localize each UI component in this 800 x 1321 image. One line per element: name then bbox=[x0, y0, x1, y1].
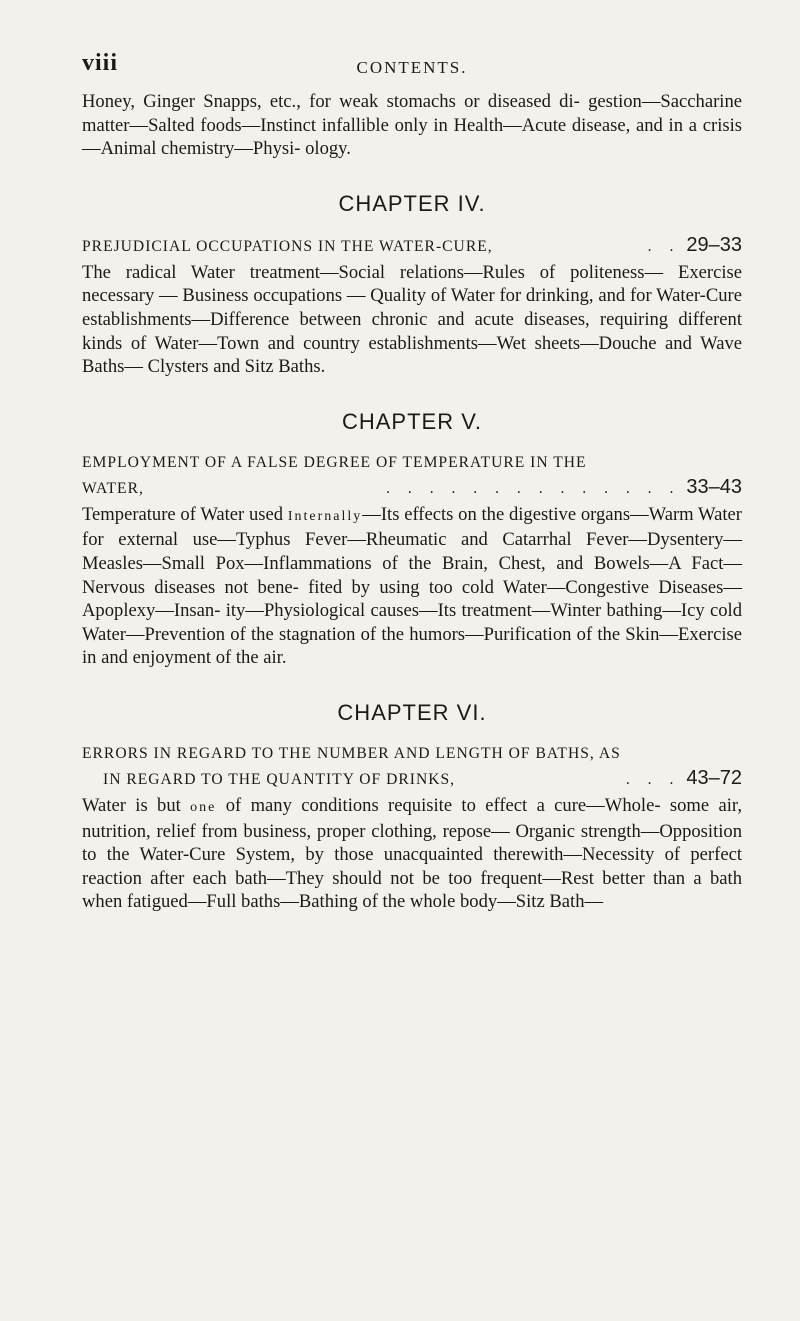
intro-paragraph: Honey, Ginger Snapps, etc., for weak stomachs or diseased di- gestion—Saccharine matter—Salted foods—Instinct infallible only in Health—Acute disease, and in a crisis—Animal chemistry—Physi- ology. bbox=[82, 91, 742, 160]
summary-text: Temperature of Water used bbox=[82, 503, 284, 525]
chapter-title-text: WATER, bbox=[82, 479, 144, 497]
summary-text: Water is but bbox=[82, 794, 181, 816]
small-caps-word: Internally bbox=[287, 508, 363, 524]
chapter-title-text: IN REGARD TO THE QUANTITY OF DRINKS, bbox=[103, 770, 456, 788]
chapter-v bbox=[82, 409, 742, 670]
summary-text: of many conditions requisite to effect a cure—Whole- some air, nutrition, relief from business, proper clothing, repose— Organic strength—Opposition to the Water-Cure System, by those unacquainted therewith—Necessity of perfect reaction after each bath—They should not be too frequent—Rest better than a bath when fatigued—Full baths—Bathing of the whole body—Sitz Bath— bbox=[82, 794, 742, 913]
chapter-summary bbox=[82, 503, 742, 670]
chapter-iv bbox=[82, 191, 742, 379]
chapter-title-line-2 bbox=[82, 766, 742, 792]
chapter-title-text: EMPLOYMENT OF A FALSE DEGREE OF TEMPERATURE IN THE bbox=[82, 453, 587, 471]
chapter-heading: CHAPTER IV. bbox=[338, 190, 486, 216]
dot-leader: . . . . . . . . . . . . . . bbox=[386, 479, 681, 497]
chapter-summary: The radical Water treatment—Social relations—Rules of politeness— Exercise necessary — Business occupations — Quality of Water for drinking, and for Water-Cure establishments—Difference between chronic and acute diseases, requiring different kinds of Water—Town and country establishments—Wet sheets—Douche and Wave Baths— Clysters and Sitz Baths. bbox=[82, 261, 742, 378]
page-range: 33–43 bbox=[686, 475, 742, 498]
chapter-heading: CHAPTER VI. bbox=[337, 699, 487, 725]
chapter-vi bbox=[82, 700, 742, 914]
chapter-title bbox=[82, 233, 742, 259]
dot-leader: . . bbox=[647, 237, 681, 255]
chapter-title-line-1 bbox=[82, 451, 742, 475]
dot-leader: . . . bbox=[625, 770, 681, 788]
chapter-title-text: PREJUDICIAL OCCUPATIONS IN THE WATER-CURE, bbox=[82, 237, 493, 255]
chapter-title-text: ERRORS IN REGARD TO THE NUMBER AND LENGTH OF BATHS, AS bbox=[82, 744, 621, 762]
chapter-summary bbox=[82, 794, 742, 914]
page-number: viii bbox=[82, 50, 119, 76]
chapter-title-line-2 bbox=[82, 475, 742, 501]
running-head bbox=[82, 50, 742, 82]
page-range: 29–33 bbox=[686, 233, 742, 256]
running-title: CONTENTS. bbox=[356, 58, 468, 77]
small-caps-word: one bbox=[190, 799, 217, 815]
chapter-title-line-1 bbox=[82, 742, 742, 766]
page-range: 43–72 bbox=[686, 766, 742, 789]
contents-page bbox=[82, 50, 742, 914]
chapter-heading: CHAPTER V. bbox=[341, 408, 482, 434]
summary-text: —Its effects on the digestive organs—Warm Water for external use—Typhus Fever—Rheumatic and Catarrhal Fever—Dysentery—Measles—Small Pox—Inflammations of the Brain, Chest, and Bowels—A Fact—Nervous diseases not bene- fited by using too cold Water—Congestive Diseases—Apoplexy—Insan- ity—Physiological causes—Its treatment—Winter bathing—Icy cold Water—Prevention of the stagnation of the humors—Purification of the Skin—Exercise in and enjoyment of the air. bbox=[82, 503, 742, 669]
